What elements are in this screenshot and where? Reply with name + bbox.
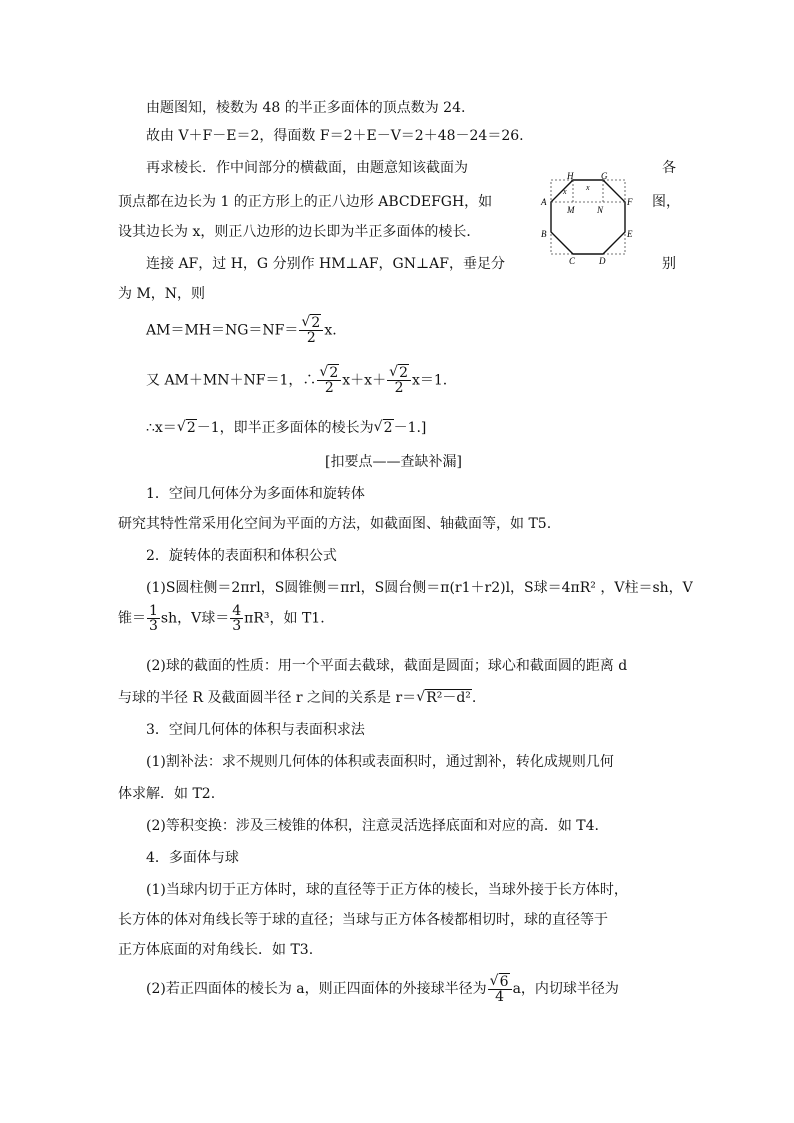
denominator: 2 bbox=[324, 380, 334, 396]
text-line: (2)球的截面的性质：用一个平面去截球，截面是圆面；球心和截面圆的距离 d bbox=[146, 658, 628, 674]
equation-2 bbox=[146, 366, 447, 395]
radicand: R²－d² bbox=[426, 690, 471, 706]
text-line: 长方体的体对角线长等于球的直径；当球与正方体各棱都相切时，球的直径等于 bbox=[118, 912, 608, 928]
denominator: 2 bbox=[394, 380, 404, 396]
eq-text: －1，即半正多面体的棱长为 bbox=[196, 420, 374, 436]
radicand: 2 bbox=[186, 420, 196, 436]
eq-text: ∴x＝ bbox=[146, 420, 177, 436]
point-heading: 3．空间几何体的体积与表面积求法 bbox=[146, 722, 365, 738]
fraction bbox=[317, 366, 341, 395]
eq-text: －1.] bbox=[393, 420, 427, 436]
text-line bbox=[118, 604, 325, 633]
eq-text: (2)若正四面体的棱长为 a，则正四面体的外接球半径为 bbox=[146, 981, 487, 997]
eq-text: sh，V球＝ bbox=[160, 610, 230, 627]
text-line: (1)割补法：求不规则几何体的体积或表面积时，通过割补，转化成规则几何 bbox=[146, 754, 614, 770]
eq-text: x＋x＋ bbox=[342, 372, 387, 389]
text-line: 正方体底面的对角线长．如 T3. bbox=[118, 942, 314, 958]
text-line: 为 M，N，则 bbox=[118, 286, 206, 302]
text-line: 连接 AF，过 H，G 分别作 HM⊥AF，GN⊥AF，垂足分 bbox=[146, 256, 505, 272]
label-d: D bbox=[599, 256, 606, 266]
text-line: (2)等积变换：涉及三棱锥的体积，注意灵活选择底面和对应的高．如 T4. bbox=[146, 818, 599, 834]
text-line: (1)S圆柱侧＝2πrl，S圆锥侧＝πrl，S圆台侧＝π(r1＋r2)l，S球＝4πR² ，V柱＝sh，V bbox=[146, 580, 693, 596]
text-line: 由题图知，棱数为 48 的半正多面体的顶点数为 24. bbox=[146, 100, 466, 116]
eq-text: 锥＝ bbox=[118, 610, 146, 627]
text-line: 顶点都在边长为 1 的正方形上的正八边形 ABCDEFGH，如 bbox=[118, 194, 493, 210]
label-b: B bbox=[541, 229, 547, 239]
fraction: $\frac{1}{3}$ bbox=[149, 603, 158, 634]
section-heading: [扣要点——查缺补漏] bbox=[325, 454, 462, 470]
text-line: (1)当球内切于正方体时，球的直径等于正方体的棱长，当球外接于长方体时， bbox=[146, 882, 628, 898]
text-line: 设其边长为 x，则正八边形的边长即为半正多面体的棱长． bbox=[118, 224, 481, 240]
radicand: 6 bbox=[499, 973, 509, 990]
eq-text: 又 AM＋MN＋NF＝1，∴ bbox=[146, 372, 317, 389]
eq-text: πR³，如 T1. bbox=[244, 610, 325, 627]
radicand: 2 bbox=[311, 315, 321, 331]
label-m: M bbox=[567, 205, 575, 215]
text-line: 各 bbox=[662, 160, 676, 176]
octagon-figure bbox=[539, 170, 635, 266]
point-heading: 4．多面体与球 bbox=[146, 850, 239, 866]
equation-1 bbox=[146, 316, 337, 345]
eq-text: x. bbox=[324, 322, 337, 339]
text-line: 再求棱长．作中间部分的横截面，由题意知该截面为 bbox=[146, 160, 468, 176]
radicand: 2 bbox=[329, 365, 339, 381]
label-n: N bbox=[597, 205, 604, 215]
fraction: √ $\frac{6}{4}$ bbox=[488, 975, 512, 1004]
eq-text: 与球的半径 R 及截面圆半径 r 之间的关系是 r＝ bbox=[118, 690, 417, 706]
eq-text: x＝1. bbox=[412, 372, 448, 389]
text-line: 研究其特性常采用化空间为平面的方法，如截面图、轴截面等，如 T5. bbox=[118, 516, 552, 532]
radicand: 2 bbox=[399, 365, 408, 381]
radicand: 2 bbox=[383, 420, 393, 436]
label-e: E bbox=[627, 229, 633, 239]
text-line bbox=[146, 974, 619, 1004]
fraction bbox=[387, 366, 411, 395]
label-x-left: x bbox=[563, 187, 567, 196]
eq-text: a，内切球半径为 bbox=[512, 981, 619, 997]
text-line bbox=[118, 688, 476, 708]
eq-text: AM＝MH＝NG＝NF＝ bbox=[146, 322, 299, 339]
point-heading: 2．旋转体的表面积和体积公式 bbox=[146, 548, 337, 564]
label-c: C bbox=[569, 256, 576, 266]
text-line: 别 bbox=[662, 256, 676, 272]
label-x-top: x bbox=[586, 183, 590, 192]
point-heading: 1．空间几何体分为多面体和旋转体 bbox=[146, 486, 365, 502]
fraction bbox=[299, 316, 323, 345]
equation-3 bbox=[146, 418, 426, 438]
label-a: A bbox=[541, 197, 547, 207]
label-g: G bbox=[601, 171, 608, 181]
label-h: H bbox=[567, 171, 574, 181]
label-f: F bbox=[627, 197, 633, 207]
eq-text: . bbox=[471, 690, 477, 706]
text-line: 体求解．如 T2. bbox=[118, 786, 216, 802]
denominator: 2 bbox=[306, 330, 316, 346]
text-line: 故由 V＋F－E＝2，得面数 F＝2＋E－V＝2＋48－24＝26. bbox=[146, 128, 524, 144]
fraction: $\frac{4}{3}$ bbox=[232, 603, 242, 634]
text-line: 图， bbox=[652, 194, 680, 210]
